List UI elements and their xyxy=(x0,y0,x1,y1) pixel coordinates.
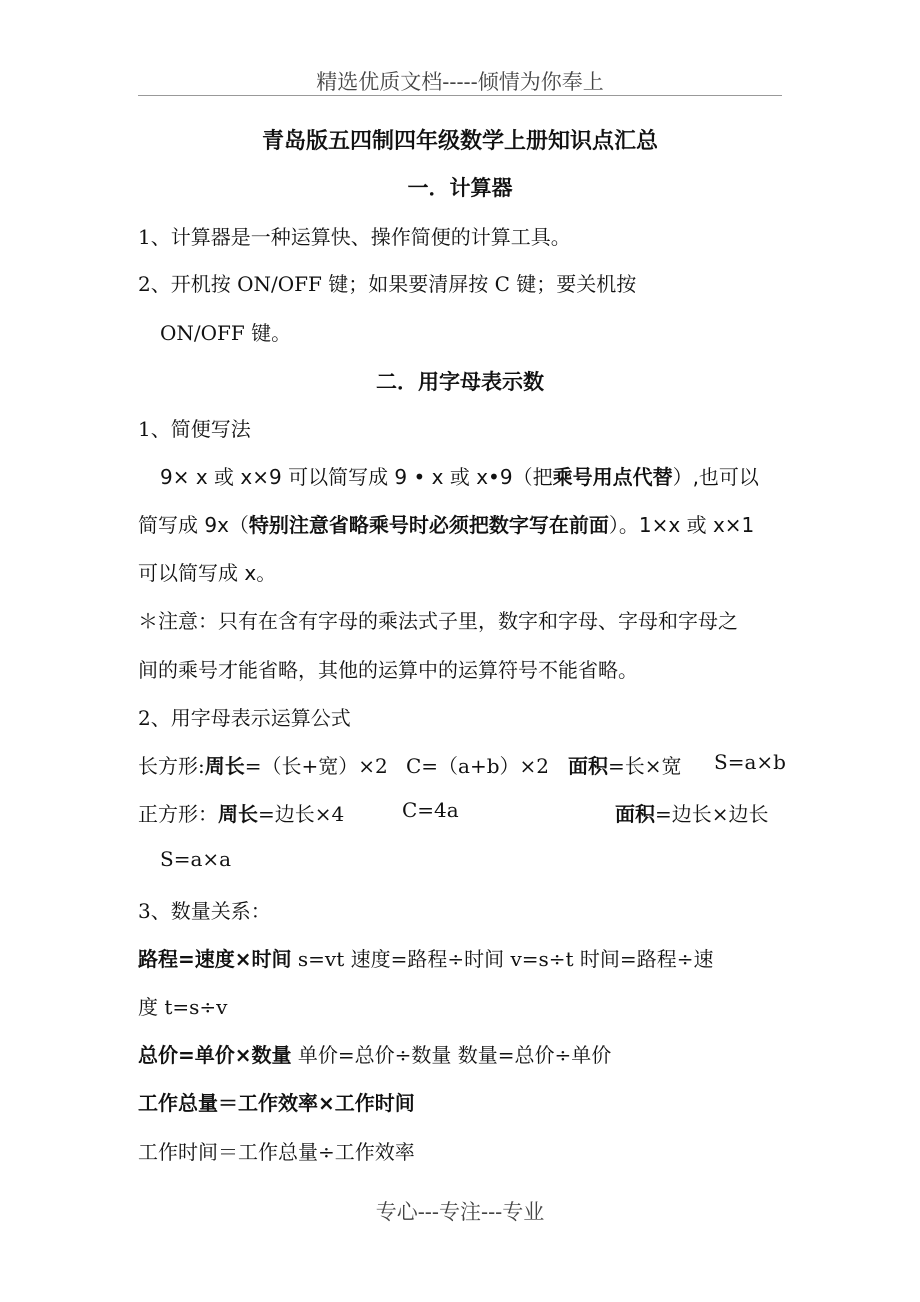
rectangle-area xyxy=(568,750,682,779)
square-label: 正方形： xyxy=(138,802,218,826)
square-area-label: 面积 xyxy=(615,802,655,826)
rectangle-area-label: 面积 xyxy=(568,754,608,778)
work-total-formula: 工作总量＝工作效率×工作时间 xyxy=(138,1091,415,1115)
square-formula-line xyxy=(138,798,344,827)
shorthand-bold: 乘号用点代替 xyxy=(552,465,673,489)
shorthand-text: 9× x 或 x×9 可以简写成 9 • x 或 x•9（把 xyxy=(160,465,553,489)
subheading-shorthand: 1、简便写法 xyxy=(138,417,251,441)
shorthand-paragraph-line-2 xyxy=(138,509,754,538)
shorthand-bold-2: 特别注意省略乘号时必须把数字写在前面 xyxy=(248,513,609,537)
page-header: 精选优质文档-----倾情为你奉上 xyxy=(316,70,604,94)
document-title: 青岛版五四制四年级数学上册知识点汇总 xyxy=(261,128,658,154)
rectangle-area-letters: S=a×b xyxy=(714,750,786,774)
rectangle-perimeter-formula: =（长+宽）×2 xyxy=(244,754,388,778)
distance-relation-line xyxy=(138,943,713,972)
price-formula-bold: 总价=单价×数量 xyxy=(138,1043,292,1067)
calculator-item-2-cont: ON/OFF 键。 xyxy=(160,321,292,345)
distance-formula-rest: s=vt 速度=路程÷时间 v=s÷t 时间=路程÷速 xyxy=(291,947,714,971)
subheading-relations: 3、数量关系： xyxy=(138,899,271,923)
rectangle-label: 长方形: xyxy=(138,754,205,778)
rectangle-perimeter-label: 周长 xyxy=(204,754,245,778)
square-perimeter-formula: =边长×4 xyxy=(258,802,345,826)
rectangle-perimeter-letters: C=（a+b）×2 xyxy=(406,754,550,778)
note-line-1: ＊注意：只有在含有字母的乘法式子里，数字和字母、字母和字母之 xyxy=(138,609,738,633)
shorthand-paragraph-line-1 xyxy=(160,461,759,490)
square-perimeter-letters: C=4a xyxy=(402,798,459,822)
calculator-item-2: 2、开机按 ON/OFF 键；如果要清屏按 C 键；要关机按 xyxy=(138,272,637,296)
page-footer: 专心---专注---专业 xyxy=(375,1200,545,1224)
subheading-formulas: 2、用字母表示运算公式 xyxy=(138,706,351,730)
rectangle-area-formula: =长×宽 xyxy=(608,754,682,778)
note-line-2: 间的乘号才能省略，其他的运算中的运算符号不能省略。 xyxy=(138,658,638,682)
header-divider xyxy=(138,95,782,96)
square-area-letters: S=a×a xyxy=(160,847,232,871)
calculator-item-1: 1、计算器是一种运算快、操作简便的计算工具。 xyxy=(138,225,571,249)
shorthand-paragraph-line-3: 可以简写成 x。 xyxy=(138,561,277,585)
section-heading-letters: 二．用字母表示数 xyxy=(376,369,544,394)
rectangle-formula-line xyxy=(138,750,388,779)
square-perimeter-label: 周长 xyxy=(218,802,258,826)
square-area xyxy=(615,798,769,827)
price-formula-rest: 单价=总价÷数量 数量=总价÷单价 xyxy=(291,1043,612,1067)
distance-formula-bold: 路程=速度×时间 xyxy=(138,947,292,971)
square-area-formula: =边长×边长 xyxy=(655,802,769,826)
shorthand-text-end: ）,也可以 xyxy=(672,465,759,489)
work-time-formula: 工作时间＝工作总量÷工作效率 xyxy=(138,1140,415,1164)
distance-relation-cont: 度 t=s÷v xyxy=(138,995,228,1019)
price-relation-line xyxy=(138,1039,611,1068)
section-heading-calculator: 一．计算器 xyxy=(407,175,513,200)
shorthand-text-2-end: ）。1×x 或 x×1 xyxy=(608,513,755,537)
shorthand-text-2: 简写成 9x（ xyxy=(138,513,249,537)
